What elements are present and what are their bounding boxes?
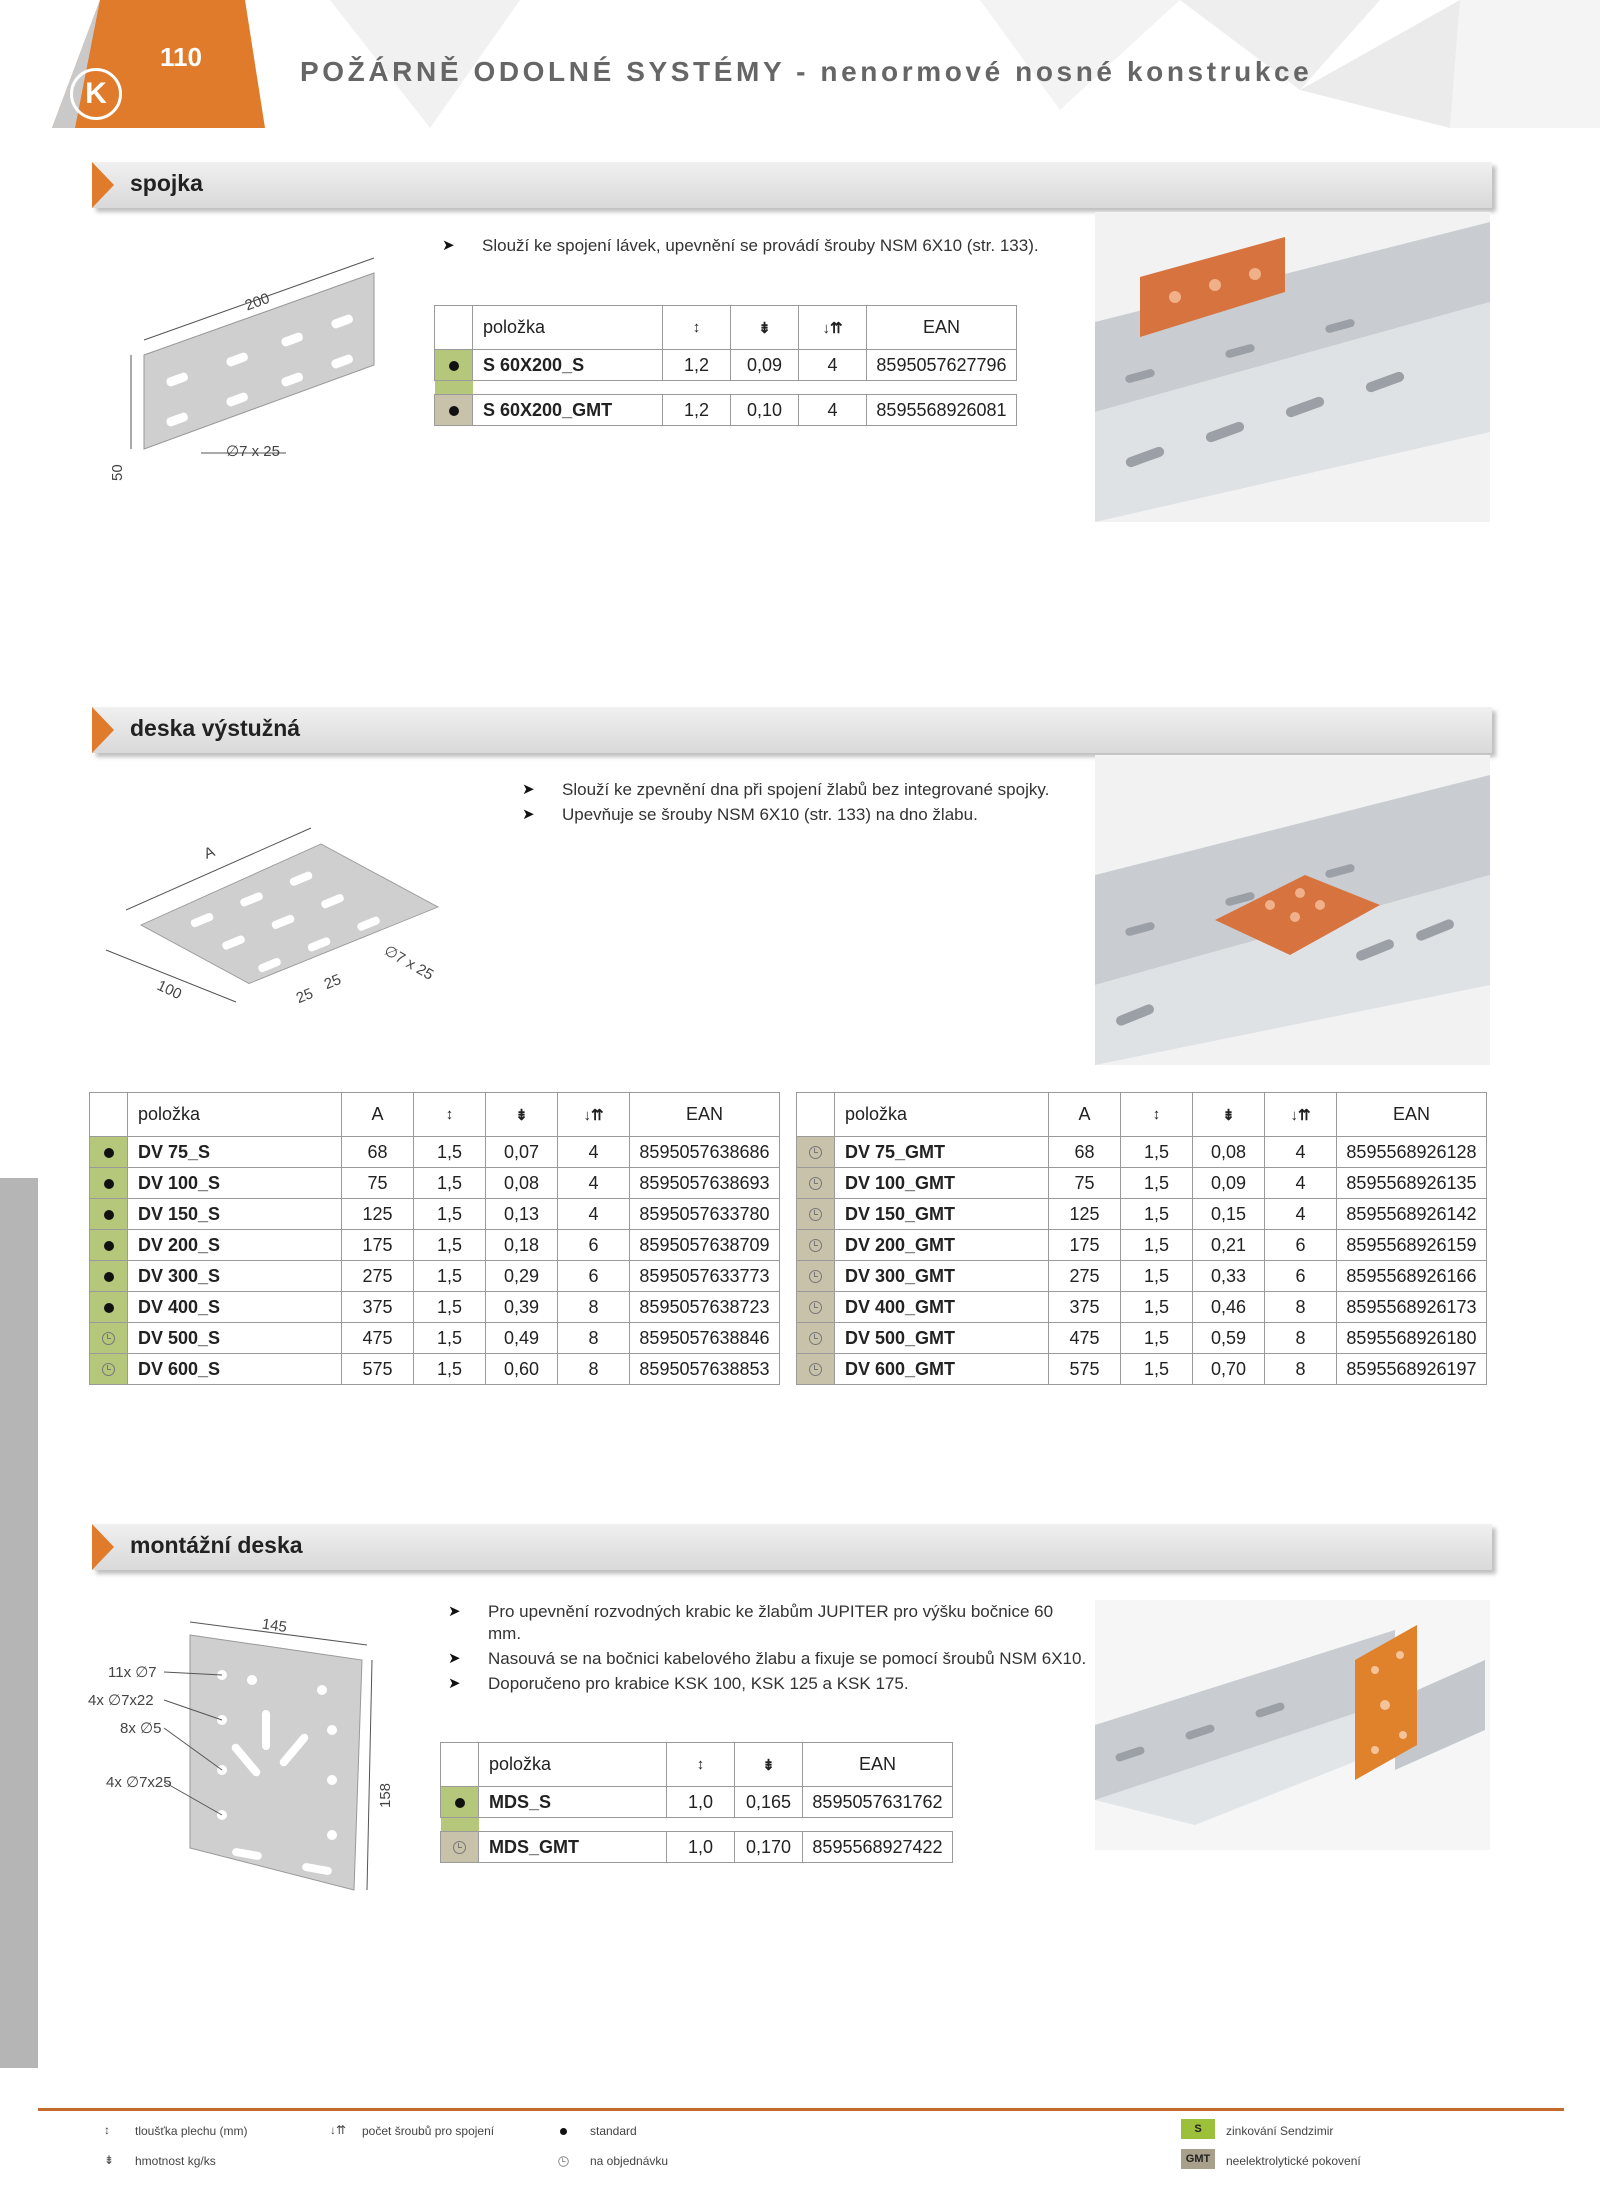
screws-icon: ↓⇈ (330, 2123, 347, 2137)
table-row: DV 150_S 125 1,5 0,13 4 8595057633780 (90, 1199, 780, 1230)
section-marker (92, 162, 114, 208)
side-tab (0, 1178, 38, 2068)
finish-swatch-gmt: GMT (1181, 2149, 1215, 2169)
label-holes-5: 8x ∅5 (120, 1720, 162, 1737)
finish-marker-s (90, 1323, 128, 1354)
finish-marker-gmt (441, 1832, 479, 1863)
table-row: DV 300_GMT 275 1,5 0,33 6 8595568926166 (797, 1261, 1487, 1292)
finish-marker-s (90, 1137, 128, 1168)
legend-finish-gmt: neelektrolytické pokovení (1226, 2154, 1361, 2168)
thickness-icon: ↕ (667, 1743, 735, 1787)
legend-on-order: na objednávku (590, 2154, 669, 2168)
finish-marker-s (90, 1354, 128, 1385)
table-row: DV 500_S 475 1,5 0,49 8 8595057638846 (90, 1323, 780, 1354)
table-row: DV 75_S 68 1,5 0,07 4 8595057638686 (90, 1137, 780, 1168)
legend-standard: standard (590, 2124, 637, 2138)
table-row: DV 100_GMT 75 1,5 0,09 4 8595568926135 (797, 1168, 1487, 1199)
table-row: DV 150_GMT 125 1,5 0,15 4 8595568926142 (797, 1199, 1487, 1230)
finish-marker-gmt (797, 1354, 835, 1385)
clock-icon (809, 1332, 822, 1345)
table-row: MDS_S 1,0 0,165 8595057631762 (441, 1787, 953, 1818)
standard-dot-icon (104, 1179, 114, 1189)
finish-marker-gmt (797, 1137, 835, 1168)
screws-icon: ↓⇈ (1265, 1093, 1337, 1137)
table-row: DV 400_S 375 1,5 0,39 8 8595057638723 (90, 1292, 780, 1323)
table-row: DV 300_S 275 1,5 0,29 6 8595057633773 (90, 1261, 780, 1292)
label-slots-7x22: 4x ∅7x22 (88, 1692, 154, 1709)
clock-icon (102, 1363, 115, 1376)
dim-label-100: 100 (154, 977, 185, 1004)
finish-marker-gmt (797, 1199, 835, 1230)
clock-icon (809, 1208, 822, 1221)
finish-marker-gmt (797, 1168, 835, 1199)
table-row: DV 600_S 575 1,5 0,60 8 8595057638853 (90, 1354, 780, 1385)
thickness-icon: ↕ (414, 1093, 486, 1137)
table-row: S 60X200_S 1,2 0,09 4 8595057627796 (435, 350, 1017, 381)
dim-label-200: 200 (242, 289, 273, 315)
table-row: DV 400_GMT 375 1,5 0,46 8 8595568926173 (797, 1292, 1487, 1323)
dim-label-25b: 25 (321, 971, 344, 994)
standard-dot-icon (560, 2128, 567, 2135)
table-header-row: položka A ↕ ⇟ ↓⇈ EAN (797, 1093, 1487, 1137)
page-title: POŽÁRNĚ ODOLNÉ SYSTÉMY - nenormové nosné konstrukce (300, 56, 1313, 87)
clock-icon (809, 1239, 822, 1252)
section-marker (92, 1524, 114, 1570)
dim-label-a: A (201, 843, 218, 863)
spojka-product-photo (1095, 212, 1490, 522)
table-row: S 60X200_GMT 1,2 0,10 4 8595568926081 (435, 395, 1017, 426)
legend-weight: hmotnost kg/ks (135, 2154, 216, 2168)
finish-marker-s (441, 1787, 479, 1818)
finish-swatch-s: S (1181, 2119, 1215, 2139)
table-row: DV 600_GMT 575 1,5 0,70 8 8595568926197 (797, 1354, 1487, 1385)
standard-dot-icon (104, 1303, 114, 1313)
thickness-icon: ↕ (1121, 1093, 1193, 1137)
weight-icon: ⇟ (1193, 1093, 1265, 1137)
weight-icon: ⇟ (104, 2153, 115, 2167)
bullet: ➤ Doporučeno pro krabice KSK 100, KSK 125 a KSK 175. (448, 1673, 1088, 1695)
dim-label-25a: 25 (293, 985, 316, 1008)
bullet: ➤ Pro upevnění rozvodných krabic ke žlabům JUPITER pro výšku bočnice 60 mm. (448, 1601, 1088, 1645)
finish-marker-s (435, 350, 473, 381)
finish-marker-s (90, 1292, 128, 1323)
table-row: DV 100_S 75 1,5 0,08 4 8595057638693 (90, 1168, 780, 1199)
finish-marker-gmt (797, 1230, 835, 1261)
montazni-deska-drawing (82, 1600, 412, 1910)
clock-icon (558, 2156, 568, 2166)
table-row: MDS_GMT 1,0 0,170 8595568927422 (441, 1832, 953, 1863)
clock-icon (809, 1146, 822, 1159)
standard-dot-icon (104, 1272, 114, 1282)
weight-icon: ⇟ (731, 306, 799, 350)
spojka-table (434, 305, 1017, 426)
bullet: ➤ Upevňuje se šrouby NSM 6X10 (str. 133) na dno žlabu. (522, 804, 1062, 826)
screws-icon: ↓⇈ (799, 306, 867, 350)
deska-vystuzna-table-gmt (796, 1092, 1487, 1385)
standard-dot-icon (449, 361, 459, 371)
deska-vystuzna-description (522, 779, 1062, 829)
standard-dot-icon (449, 406, 459, 416)
legend-screws: počet šroubů pro spojení (362, 2124, 495, 2138)
clock-icon (809, 1177, 822, 1190)
montazni-deska-table (440, 1742, 953, 1863)
label-slots-7x25: 4x ∅7x25 (106, 1774, 172, 1791)
spojka-drawing (96, 225, 396, 525)
section-bar-deska-vystuzna (92, 707, 1492, 753)
montazni-deska-product-photo (1095, 1600, 1490, 1850)
table-header-row: položka ↕ ⇟ EAN (441, 1743, 953, 1787)
bullet: ➤ Slouží ke zpevnění dna při spojení žlabů bez integrované spojky. (522, 779, 1062, 801)
table-row: DV 200_GMT 175 1,5 0,21 6 8595568926159 (797, 1230, 1487, 1261)
standard-dot-icon (104, 1148, 114, 1158)
dim-label-hole: ∅7 x 25 (381, 942, 437, 984)
finish-marker-s (90, 1199, 128, 1230)
deska-vystuzna-drawing (96, 790, 456, 1020)
bullet: ➤ Nasouvá se na bočnici kabelového žlabu a fixuje se pomocí šroubů NSM 6X10. (448, 1648, 1088, 1670)
finish-marker-gmt (435, 395, 473, 426)
table-row: DV 500_GMT 475 1,5 0,59 8 8595568926180 (797, 1323, 1487, 1354)
dim-label-145: 145 (260, 1615, 288, 1637)
finish-marker-s (90, 1168, 128, 1199)
standard-dot-icon (104, 1210, 114, 1220)
section-title-spojka: spojka (130, 170, 203, 196)
finish-marker-gmt (797, 1261, 835, 1292)
weight-icon: ⇟ (735, 1743, 803, 1787)
finish-marker-s (90, 1261, 128, 1292)
deska-vystuzna-product-photo (1095, 755, 1490, 1065)
dim-label-158: 158 (377, 1782, 394, 1808)
standard-dot-icon (104, 1241, 114, 1251)
finish-marker-gmt (797, 1323, 835, 1354)
dim-label-50: 50 (109, 464, 126, 481)
legend-finish-s: zinkování Sendzimir (1226, 2124, 1334, 2138)
table-row: DV 200_S 175 1,5 0,18 6 8595057638709 (90, 1230, 780, 1261)
legend-thickness: tloušťka plechu (mm) (135, 2124, 248, 2138)
finish-marker-s (90, 1230, 128, 1261)
clock-icon (453, 1841, 466, 1854)
section-title-montazni-deska: montážní deska (130, 1532, 303, 1558)
table-row: DV 75_GMT 68 1,5 0,08 4 8595568926128 (797, 1137, 1487, 1168)
clock-icon (102, 1332, 115, 1345)
table-header-row: položka A ↕ ⇟ ↓⇈ EAN (90, 1093, 780, 1137)
screws-icon: ↓⇈ (558, 1093, 630, 1137)
thickness-icon: ↕ (104, 2123, 110, 2137)
label-holes-7: 11x ∅7 (108, 1664, 157, 1681)
spojka-description (442, 235, 1122, 260)
company-logo: K (70, 68, 122, 120)
weight-icon: ⇟ (486, 1093, 558, 1137)
section-title-deska-vystuzna: deska výstužná (130, 715, 301, 741)
clock-icon (809, 1301, 822, 1314)
thickness-icon: ↕ (663, 306, 731, 350)
footer-divider (38, 2108, 1564, 2111)
page-number: 110 (160, 42, 202, 72)
clock-icon (809, 1270, 822, 1283)
dim-label-hole: ∅7 x 25 (226, 443, 280, 460)
deska-vystuzna-table-s (89, 1092, 780, 1385)
table-header-row: položka ↕ ⇟ ↓⇈ EAN (435, 306, 1017, 350)
section-marker (92, 707, 114, 753)
montazni-deska-description (448, 1601, 1088, 1698)
bullet: ➤ Slouží ke spojení lávek, upevnění se provádí šrouby NSM 6X10 (str. 133). (442, 235, 1122, 257)
standard-dot-icon (455, 1798, 465, 1808)
finish-marker-gmt (797, 1292, 835, 1323)
clock-icon (809, 1363, 822, 1376)
section-bar-spojka (92, 162, 1492, 208)
